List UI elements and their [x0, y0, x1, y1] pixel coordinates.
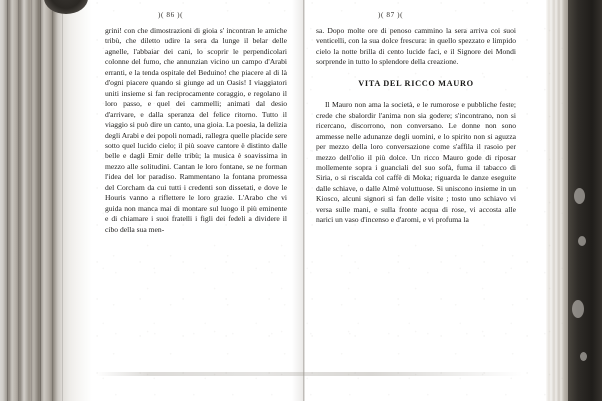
- edge-blot: [574, 188, 585, 204]
- right-page-text-column: [316, 26, 516, 226]
- binding-streak: [7, 0, 8, 401]
- edge-blot: [572, 300, 584, 318]
- right-page-folio: )( 87 )(: [378, 11, 404, 19]
- binding-streak: [62, 0, 63, 401]
- edge-blot: [580, 352, 587, 361]
- left-page-folio: )( 86 )(: [158, 11, 184, 19]
- body-paragraph: sa. Dopo molte ore di penoso cammino la sera arriva coi suoi venticelli, con la sua dolce frescura: in quello spezzato e limpido cielo la notte brilla di cento lucide faci, e il Signore dei Mondi sorprende in tutto lo splendore della creazione.: [316, 26, 516, 67]
- binding-streak: [40, 0, 41, 401]
- body-paragraph: Il Mauro non ama la società, e le rumorose e pubbliche feste; crede che sbalordir l'anima non sia godere; s'incontrano, non si ricercano, discorrono, non conversano. Le donne non sono ammesse nelle adunanze degli uomini, e lo spirito non si aguzza per mezzo della loro conversazione come s'affila il rasoio per mezzo dell'olio il più dolce. Un ricco Mauro gode di riposar mollemente sopra i guanciali del suo sofà, fuma il tabacco di Siria, o si riscalda col caffè di Moka; riguarda le danze eseguite dalle schiave, o dalle Almè voluttuose. Si uniscono insieme in un Kiosco, alcuni signori si fan delle visite ; tosto uno schiavo vi versa sulle mani, e sulla fronte acqua di rose, vi accosta alle narici un vaso d'incenso e d'aromi, e vi profuma la: [316, 100, 516, 225]
- body-paragraph: grini! con che dimostrazioni di gioia s' incontran le amiche tribù, che diletto udire la sera da lunge il belar delle agnelle, l'abbaiar dei cani, lo scoprir le perpendicolari colonne del fumo, che annunzian vicino un campo d'Arabi erranti, e la tenda ospitale del Beduino! che piacere al di là d'ogni piacere quando si giunge ad un Oasis! I viaggiatori uniti insieme si fan reciprocamente coraggio, e regolano il loro passo, e quel dei cammelli; animati dal desio d'arrivare, e dalla speranza del felice ritorno. Tutto il viaggio si può dire un canto, una gioia. La poesia, la delizia degli Arabi e dei popoli nomadi, rallegra quelle placide sere sotto quel lucido cielo; il più soave cantore è distinto dalle belle e dagli Emir delle tribù; la musica è soavissima in mezzo alle solitudini. Cantan le loro fontane, se ne forman l'idea del lor paradiso. Rammentano la fontana promessa del Corcham da cui tutti i credenti son dissetati, e dove le Houris vanno a riflettere le loro grazie. L'Arabo che vi guida non manca mai di montare sul luogo il più eminente e di chiamare i suoi fratelli i figli dei fedeli a dividere il cibo della sua men-: [105, 26, 287, 234]
- left-page-text-column: [105, 26, 287, 235]
- outer-dark-background: [568, 0, 602, 401]
- binding-streak: [18, 0, 19, 401]
- binding-streak: [31, 0, 32, 401]
- edge-blot: [578, 236, 586, 246]
- page-edge-stack: [546, 0, 568, 401]
- binding-streak: [52, 0, 53, 401]
- page-fold-line: [303, 0, 305, 401]
- book-binding-shadow: [0, 0, 92, 401]
- section-heading: VITA DEL RICCO MAURO: [358, 78, 474, 88]
